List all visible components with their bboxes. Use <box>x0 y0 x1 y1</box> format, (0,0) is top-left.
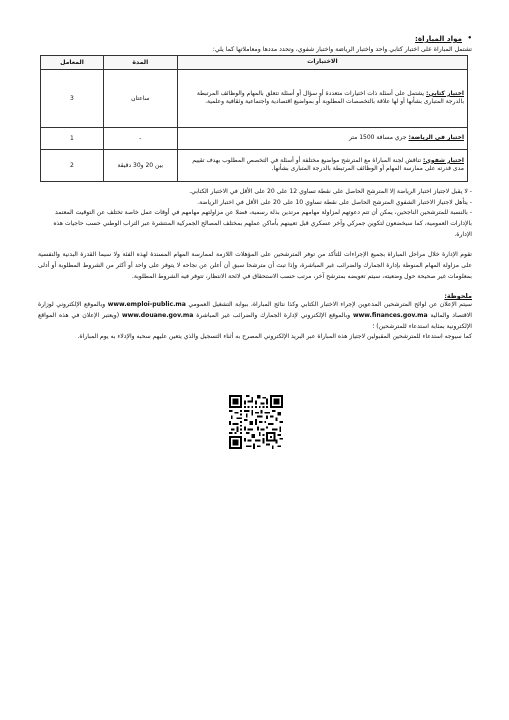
bullet-marker: • <box>467 34 472 42</box>
remark-convocation: كما سيوجه استدعاء للمترشحين المقبولين لاجتياز هذه المباراة عبر البريد الإلكتروني المصرح به أثناء التسجيل والذي يتعين عليهم سحبه والإدلاء به يوم المباراة. <box>77 333 472 341</box>
test-label: اختبار في الرياضة: <box>408 134 464 142</box>
coefficient-cell: 2 <box>41 149 104 181</box>
test-description: يشتمل على أسئلة ذات اختيارات متعددة أو سؤال أو أسئلة تتعلق بالمهام والوظائف المرتبطة بالدرجة المتبارى بشأنها أو لها علاقة بالتخصصات المطلوبة أو بمواضيع اقتصادية واجتماعية وثقافية وعلمية. <box>196 89 464 106</box>
test-cell <box>177 127 467 149</box>
document-page <box>38 34 472 343</box>
test-cell <box>177 149 467 181</box>
qr-code-icon <box>229 395 283 449</box>
test-label: اختبار شفوي: <box>423 156 464 164</box>
remark-heading: ملحوظة: <box>444 292 472 301</box>
header-duration: المدة <box>103 56 177 70</box>
remark-announcement <box>38 300 472 332</box>
test-description: جري مسافة 1500 متر <box>348 134 407 142</box>
duration-cell: ساعتان <box>103 69 177 127</box>
table-row <box>41 69 468 127</box>
remark-text-3: وبالموقع الإلكتروني لإدارة الجمارك والضرائب غير المباشرة <box>196 311 351 319</box>
note-item: - لا يقبل لاجتياز اختبار الرياضة إلا المترشح الحاصل على نقطة تساوي 12 على 20 على الأقل في الاختبار الكتابي. <box>189 187 472 195</box>
douane-link[interactable]: www.douane.gov.ma <box>121 311 194 319</box>
test-cell <box>177 69 467 127</box>
exams-table <box>40 55 468 182</box>
table-row <box>41 149 468 181</box>
note-item: - بالنسبة للمترشحين الناجحين، يمكن أن تتم دعوتهم لمزاولة مهامهم مرتدين بذلة رسمية، فضلا عن مزاولتهم مهامهم في أوقات عمل خاصة تختلف عن التوقيت المعتمد بالإدارات العمومية، كما سيخضعون لتكوين جمركي وآخر عسكري قبل تعيينهم بأماكن عملهم بمختلف المصالح الجمركية المنتشرة عبر التراب الوطني حسب حاجيات هذه الإدارة. <box>53 209 472 238</box>
coefficient-cell: 3 <box>41 69 104 127</box>
table-header-row <box>41 56 468 70</box>
conditions-notes <box>38 187 472 240</box>
section-title: مواد المباراة: <box>415 34 462 43</box>
header-coefficient: المعامل <box>41 56 104 70</box>
coefficient-cell: 1 <box>41 127 104 149</box>
header-tests: الاختبارات <box>177 56 467 70</box>
duration-cell: - <box>103 127 177 149</box>
intro-text: تشتمل المباراة على اختبار كتابي واحد واختبار الرياضة واختبار شفوي، وتحدد مددها ومعاملاتها كما يلي: <box>212 46 472 53</box>
duration-cell: بين 20 و30 دقيقة <box>103 149 177 181</box>
remark-text-4: (ويعتبر الإعلان في هذه المواقع الإلكترونية بمثابة استدعاء للمترشحين) ؛ <box>38 311 472 330</box>
test-description: تناقش لجنة المباراة مع المترشح مواضيع مختلفة أو أسئلة في التخصص المطلوب بهدف تقييم مدى قدرته على ممارسة المهام أو الوظائف المرتبطة بالدرجة المتبارى بشأنها. <box>192 156 464 173</box>
table-row <box>41 127 468 149</box>
section-heading <box>38 34 472 43</box>
remark-text-1: سيتم الإعلان عن لوائح المترشحين المدعوين لإجراء الاختبار الكتابي وكذا نتائج المباراة، ببوابة التشغيل العمومي <box>188 301 473 309</box>
remark-text-2: وبالموقع الإلكتروني لوزارة الاقتصاد والمالية <box>38 301 472 319</box>
test-label: اختبار كتابي: <box>426 89 464 97</box>
finances-link[interactable]: www.finances.gov.ma <box>353 311 428 319</box>
emploi-public-link[interactable]: www.emploi-public.ma <box>107 301 186 309</box>
note-item: - يتأهل لاجتياز الاختبار الشفوي المترشح الحاصل على نقطة تساوي 10 على 20 على الأقل في اختبار الرياضة. <box>197 198 472 206</box>
administration-paragraph: تقوم الإدارة خلال مراحل المباراة بجميع الإجراءات للتأكد من توفر المترشحين على المؤهلات اللازمة لممارسة المهام المسندة لهذه الفئة ولا سيما القدرة البدنية والنفسية على مزاولة المهام المنوطة بإدارة الجمارك والضرائب غير المباشرة، وإذا تبث أن مترشحا سبق أن أعلن عن نجاحه لا يتوفر على واحد أو أكثر من الشروط المطلوبة أو أدلى بمعلومات غير صحيحة حول وضعيته، سيتم تعويضه بمترشح آخر، مرتب حسب الاستحقاق في لائحة الانتظار، تتوفر فيه الشروط المطلوبة. <box>38 251 472 280</box>
